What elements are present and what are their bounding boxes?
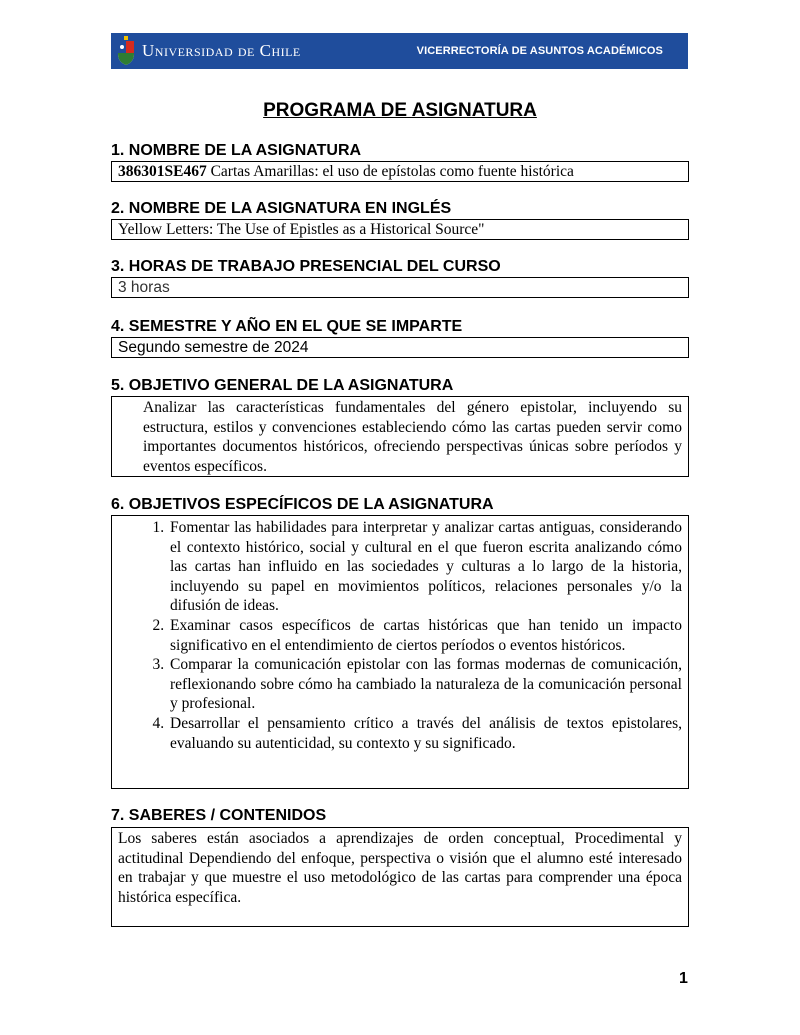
university-crest-logo <box>116 36 136 66</box>
section-7-heading: 7. SABERES / CONTENIDOS <box>111 807 327 824</box>
semester-value: Segundo semestre de 2024 <box>118 339 309 356</box>
objective-item: 1. Fomentar las habilidades para interpretar y analizar cartas antiguas, considerando el contexto histórico, social y cultural en el que fueron escrita analizando cómo las cartas han influido en las sociedades y culturas a lo largo de la historia, incluyendo su papel en movimientos políticos, relaciones personales y/o la difusión de ideas. <box>168 518 682 616</box>
general-objective-text: Analizar las características fundamentales del género epistolar, incluyendo su estructura, estilos y convenciones estableciendo cómo las cartas pueden servir como importantes documentos históricos, ofreciendo perspectivas únicas sobre períodos y eventos específicos. <box>143 399 682 475</box>
general-objective-box <box>111 396 689 477</box>
semester-box <box>111 337 689 358</box>
institution-banner <box>111 33 688 69</box>
section-4-heading: 4. SEMESTRE Y AÑO EN EL QUE SE IMPARTE <box>111 318 463 335</box>
vice-rectory-label: VICERRECTORÍA DE ASUNTOS ACADÉMICOS <box>416 45 663 57</box>
contents-box <box>111 827 689 927</box>
specific-objectives-box <box>111 515 689 789</box>
contact-hours-value: 3 horas <box>118 279 170 296</box>
section-1-heading: 1. NOMBRE DE LA ASIGNATURA <box>111 142 362 159</box>
university-name: Universidad de Chile <box>142 41 301 60</box>
section-6-heading: 6. OBJETIVOS ESPECÍFICOS DE LA ASIGNATURA <box>111 496 494 513</box>
contents-text: Los saberes están asociados a aprendizajes de orden conceptual, Procedimental y actitudinal Dependiendo del enfoque, perspectiva o visión que el alumno esté interesado en trabajar y que muestre el uso metodológico de las cartas para comprender una época histórica específica. <box>118 830 682 906</box>
specific-objectives-list <box>112 518 688 753</box>
document-title: PROGRAMA DE ASIGNATURA <box>263 100 537 121</box>
course-name-english: Yellow Letters: The Use of Epistles as a Historical Source" <box>118 221 485 238</box>
objective-item: 2. Examinar casos específicos de cartas históricas que han tenido un impacto significativo en el entendimiento de ciertos períodos o eventos históricos. <box>168 616 682 655</box>
section-2-heading: 2. NOMBRE DE LA ASIGNATURA EN INGLÉS <box>111 200 452 217</box>
course-name: Cartas Amarillas: el uso de epístolas como fuente histórica <box>210 163 574 180</box>
contact-hours-box <box>111 277 689 298</box>
objective-item: 3. Comparar la comunicación epistolar con las formas modernas de comunicación, reflexionando sobre cómo ha cambiado la naturaleza de la comunicación personal y profesional. <box>168 655 682 714</box>
course-name-english-box <box>111 219 689 240</box>
objective-item: 4. Desarrollar el pensamiento crítico a través del análisis de textos epistolares, evaluando su autenticidad, su contexto y su significado. <box>168 714 682 753</box>
course-code: 386301SE467 <box>118 163 207 180</box>
page-number: 1 <box>679 970 688 987</box>
section-5-heading: 5. OBJETIVO GENERAL DE LA ASIGNATURA <box>111 377 454 394</box>
course-name-box <box>111 161 689 182</box>
section-3-heading: 3. HORAS DE TRABAJO PRESENCIAL DEL CURSO <box>111 258 501 275</box>
